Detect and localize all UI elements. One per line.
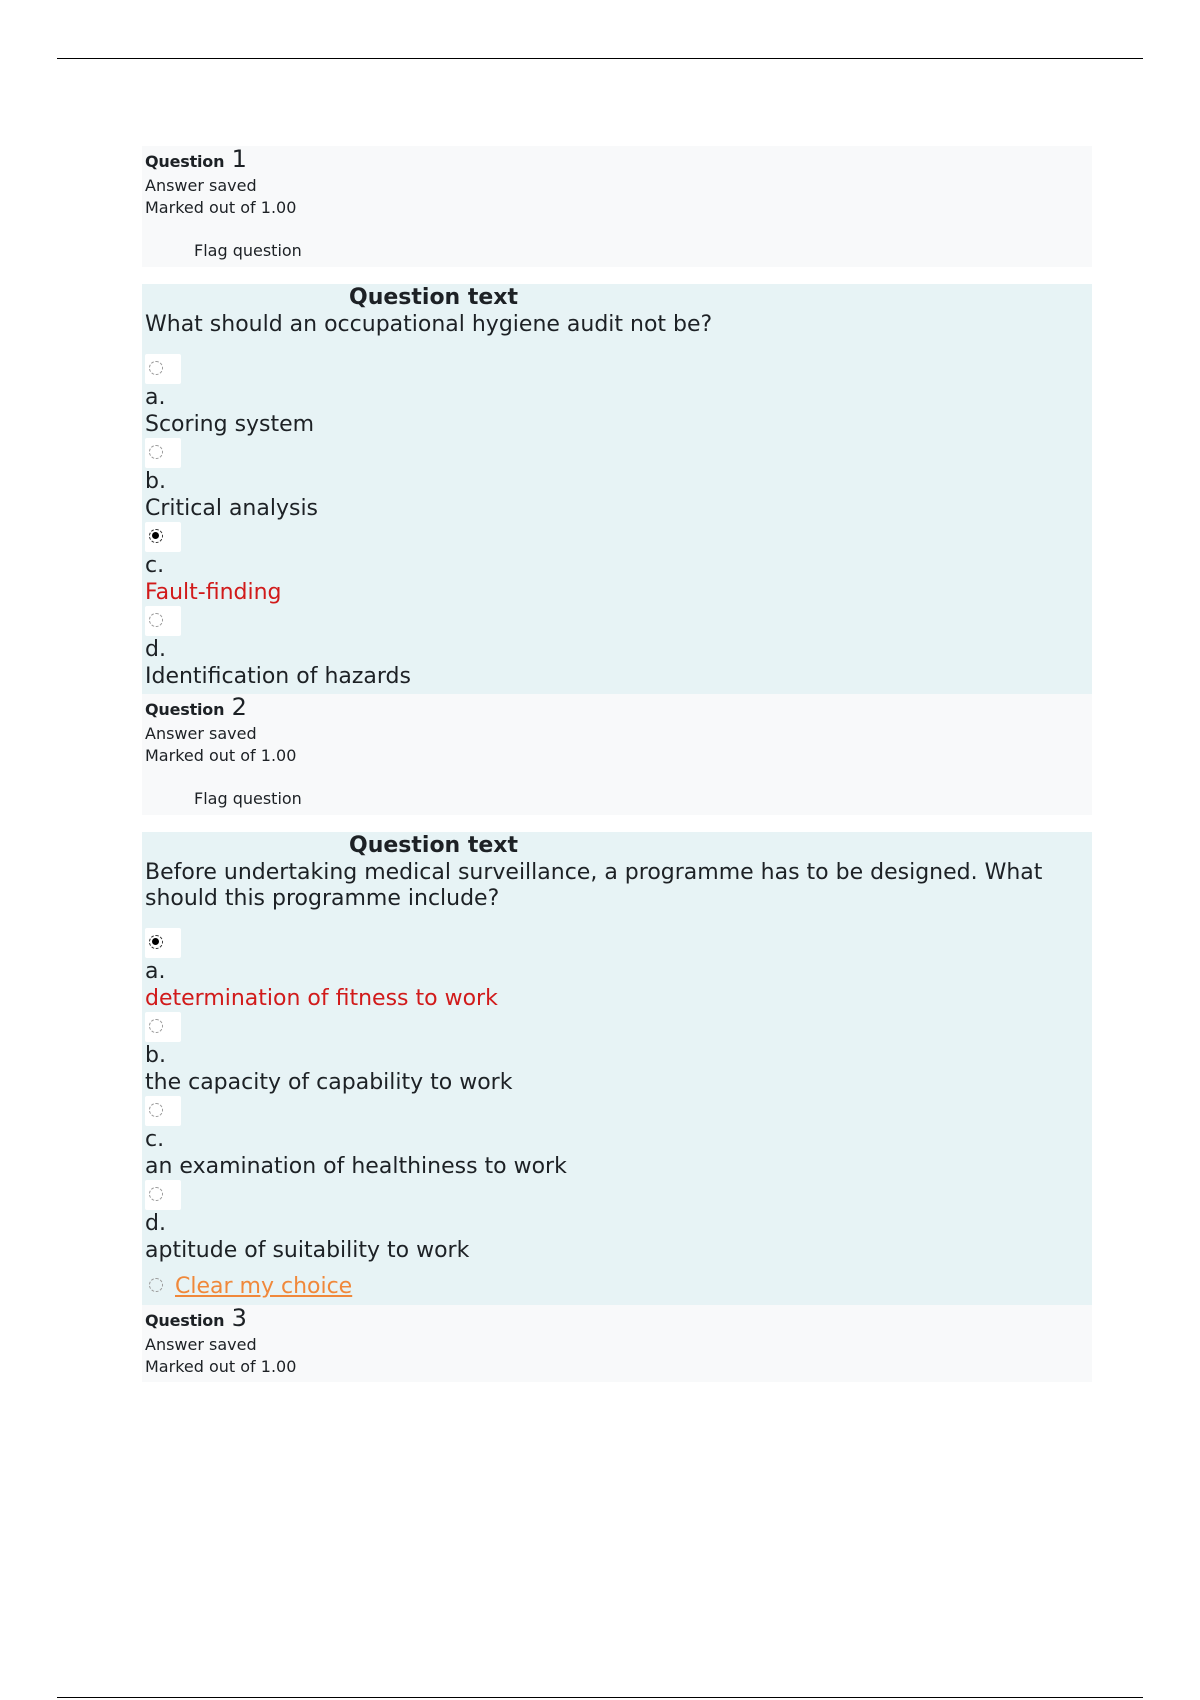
answer-option <box>145 1180 1092 1264</box>
answer-letter: c. <box>145 1127 165 1152</box>
radio-circle-icon <box>149 1187 163 1201</box>
radio-circle-icon <box>149 613 163 627</box>
question-3-grade: Marked out of 1.00 <box>145 1357 297 1376</box>
answer-radio[interactable] <box>145 354 181 384</box>
answer-radio[interactable] <box>145 438 181 468</box>
answer-text[interactable]: an examination of healthiness to work <box>145 1154 567 1179</box>
answer-letter: b. <box>145 1043 166 1068</box>
radio-circle-icon <box>149 1103 163 1117</box>
question-1-grade: Marked out of 1.00 <box>145 198 297 217</box>
answer-option <box>145 1096 1092 1180</box>
answer-option <box>145 438 1092 522</box>
answer-option <box>145 522 1092 606</box>
question-1-flag-button[interactable]: Flag question <box>194 241 302 260</box>
answer-option <box>145 606 1092 690</box>
radio-circle-icon <box>149 445 163 459</box>
question-label: Question <box>145 700 225 719</box>
question-2-state: Answer saved <box>145 724 257 743</box>
question-1-qtext-heading: Question text <box>349 285 519 310</box>
question-2-info <box>142 694 1092 815</box>
answer-text[interactable]: aptitude of suitability to work <box>145 1238 470 1263</box>
answer-text-selected[interactable]: determination of fitness to work <box>145 986 498 1011</box>
question-2-qtext-heading: Question text <box>349 833 519 858</box>
answer-letter: a. <box>145 385 166 410</box>
clear-choice-radio[interactable] <box>145 1271 175 1301</box>
answer-letter: d. <box>145 637 166 662</box>
question-2-answers <box>145 928 1092 1301</box>
answer-text[interactable]: Scoring system <box>145 412 315 437</box>
question-1-qtext: What should an occupational hygiene audit not be? <box>145 312 713 337</box>
radio-circle-icon <box>149 1019 163 1033</box>
question-number: 2 <box>231 693 247 721</box>
question-1-info <box>142 146 1092 267</box>
answer-radio[interactable] <box>145 1096 181 1126</box>
question-number: 3 <box>231 1304 247 1332</box>
answer-letter: b. <box>145 469 166 494</box>
answer-radio[interactable] <box>145 522 181 552</box>
question-number: 1 <box>231 145 247 173</box>
answer-radio[interactable] <box>145 928 181 958</box>
question-2-qtext: Before undertaking medical surveillance, a programme has to be designed. What should this programme include? <box>145 860 1043 911</box>
question-1-answers <box>145 354 1092 690</box>
clear-choice-link[interactable]: Clear my choice <box>175 1273 353 1299</box>
radio-checked-icon <box>149 935 163 949</box>
answer-option <box>145 928 1092 1012</box>
question-1-number <box>145 146 1092 175</box>
answer-text-selected[interactable]: Fault-finding <box>145 580 282 605</box>
question-3-info <box>142 1305 1092 1382</box>
answer-letter: c. <box>145 553 165 578</box>
clear-choice-row <box>145 1271 1092 1301</box>
answer-text[interactable]: Identification of hazards <box>145 664 411 689</box>
answer-radio[interactable] <box>145 606 181 636</box>
question-2-grade: Marked out of 1.00 <box>145 746 297 765</box>
quiz-attempt <box>142 146 1092 1382</box>
radio-circle-icon <box>149 361 163 375</box>
answer-radio[interactable] <box>145 1180 181 1210</box>
question-3-number <box>145 1305 1092 1334</box>
answer-option <box>145 1012 1092 1096</box>
page-bottom-rule <box>57 1697 1143 1698</box>
answer-text[interactable]: Critical analysis <box>145 496 319 521</box>
question-2-content <box>142 832 1092 1305</box>
radio-checked-icon <box>149 529 163 543</box>
question-2-number <box>145 694 1092 723</box>
question-label: Question <box>145 1311 225 1330</box>
question-3-state: Answer saved <box>145 1335 257 1354</box>
answer-text[interactable]: the capacity of capability to work <box>145 1070 513 1095</box>
answer-radio[interactable] <box>145 1012 181 1042</box>
answer-letter: a. <box>145 959 166 984</box>
answer-option <box>145 354 1092 438</box>
answer-letter: d. <box>145 1211 166 1236</box>
question-2-flag-button[interactable]: Flag question <box>194 789 302 808</box>
question-label: Question <box>145 152 225 171</box>
page-top-rule <box>57 58 1143 59</box>
radio-circle-icon <box>149 1278 163 1292</box>
question-1-content <box>142 284 1092 694</box>
question-1-state: Answer saved <box>145 176 257 195</box>
